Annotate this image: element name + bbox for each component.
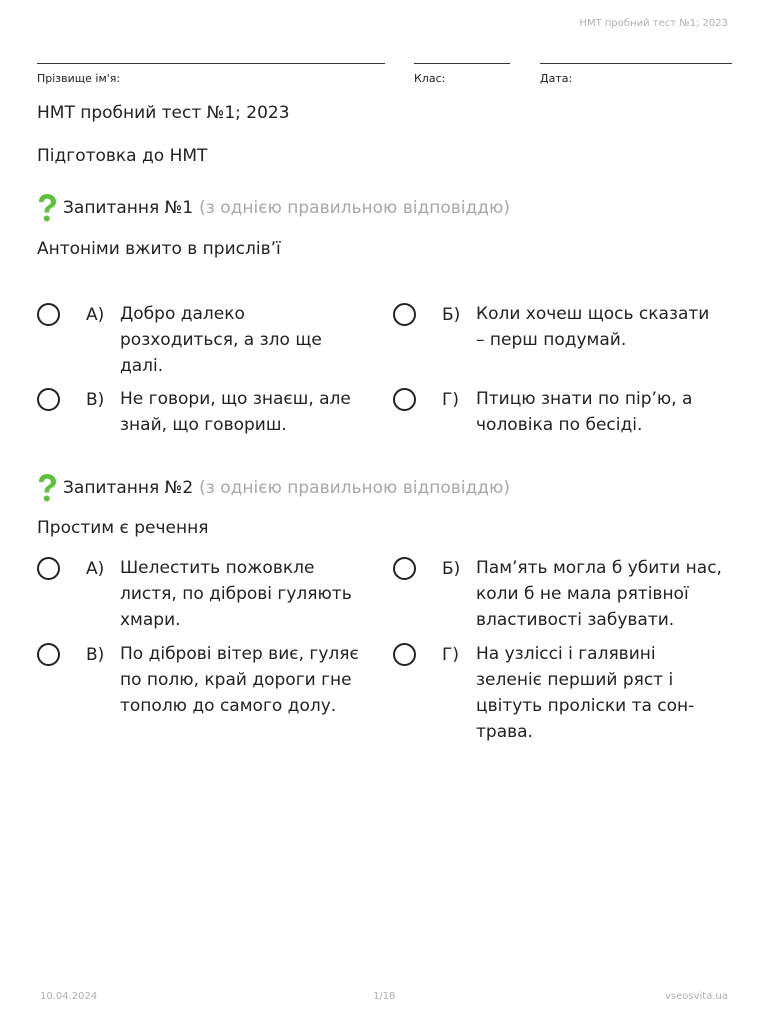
- question-1-hint: (з однією правильною відповіддю): [199, 198, 510, 218]
- question-2-text: Простим є речення: [37, 518, 209, 538]
- question-1-text: Антоніми вжито в прислів’ї: [37, 239, 281, 259]
- option-letter: В): [86, 390, 105, 410]
- footer-site[interactable]: vseosvita.ua: [665, 991, 728, 1002]
- question-mark-icon: [35, 193, 59, 223]
- radio-button[interactable]: [37, 557, 60, 580]
- option-text: Птицю знати по пір’ю, а чоловіка по бесіді.: [476, 389, 693, 435]
- name-field-label: Прізвище ім'я:: [37, 72, 121, 85]
- name-field-line[interactable]: [37, 63, 385, 64]
- test-subtitle: Підготовка до НМТ: [37, 146, 208, 166]
- radio-button[interactable]: [393, 303, 416, 326]
- running-title: НМТ пробний тест №1; 2023: [579, 18, 728, 29]
- radio-button[interactable]: [37, 303, 60, 326]
- option-letter: Г): [442, 645, 459, 665]
- option-letter: В): [86, 645, 105, 665]
- option-text: По діброві вітер виє, гуляє по полю, край дороги гне тополю до самого долу.: [120, 644, 359, 716]
- question-2-hint: (з однією правильною відповіддю): [199, 478, 510, 498]
- q2-option-c[interactable]: [37, 645, 367, 719]
- radio-button[interactable]: [37, 388, 60, 411]
- q2-option-a[interactable]: [37, 559, 367, 633]
- option-letter: А): [86, 305, 105, 325]
- date-field-line[interactable]: [540, 63, 732, 64]
- option-text: Пам’ять могла б убити нас, коли б не мала рятівної властивості забувати.: [476, 558, 722, 630]
- option-letter: Г): [442, 390, 459, 410]
- radio-button[interactable]: [393, 388, 416, 411]
- footer-date: 10.04.2024: [40, 991, 98, 1002]
- question-1-title: Запитання №1: [63, 198, 194, 218]
- radio-button[interactable]: [393, 643, 416, 666]
- option-text: На узліссі і галявині зеленіє перший ряст і цвітуть проліски та сон-трава.: [476, 644, 695, 742]
- q1-option-a[interactable]: [37, 305, 367, 379]
- radio-button[interactable]: [37, 643, 60, 666]
- question-mark-icon: [35, 473, 59, 503]
- option-text: Коли хочеш щось сказати – перш подумай.: [476, 304, 710, 350]
- q1-option-b[interactable]: [393, 305, 723, 353]
- question-2-heading: [35, 473, 510, 503]
- option-text: Не говори, що знаєш, але знай, що говориш.: [120, 389, 351, 435]
- class-field-label: Клас:: [414, 72, 446, 85]
- q1-option-d[interactable]: [393, 390, 723, 438]
- radio-button[interactable]: [393, 557, 416, 580]
- option-text: Шелестить пожовкле листя, по діброві гуляють хмари.: [120, 558, 352, 630]
- question-2-title: Запитання №2: [63, 478, 194, 498]
- option-letter: Б): [442, 559, 461, 579]
- footer-page-number: 1/18: [373, 991, 396, 1002]
- option-letter: А): [86, 559, 105, 579]
- q2-option-b[interactable]: [393, 559, 723, 633]
- option-letter: Б): [442, 305, 461, 325]
- date-field-label: Дата:: [540, 72, 573, 85]
- class-field-line[interactable]: [414, 63, 510, 64]
- q2-option-d[interactable]: [393, 645, 723, 745]
- option-text: Добро далеко розходиться, а зло ще далі.: [120, 304, 322, 376]
- question-1-heading: [35, 193, 510, 223]
- test-title: НМТ пробний тест №1; 2023: [37, 103, 290, 123]
- q1-option-c[interactable]: [37, 390, 367, 438]
